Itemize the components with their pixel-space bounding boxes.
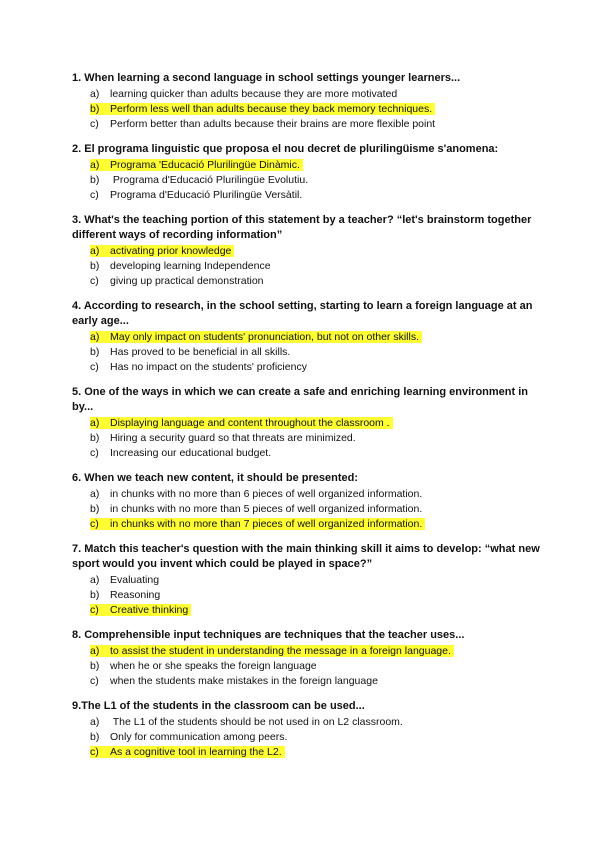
answer-options <box>72 715 542 760</box>
answer-line <box>90 118 435 130</box>
option-letter: c) <box>90 275 99 287</box>
option-text: when the students make mistakes in the foreign language <box>110 675 378 687</box>
answer-highlight <box>90 518 425 530</box>
answer-highlight <box>90 604 191 616</box>
answer-option <box>72 502 542 517</box>
answer-option <box>72 659 542 674</box>
option-text: giving up practical demonstration <box>110 275 264 287</box>
answer-options <box>72 87 542 132</box>
option-text: Programa 'Educació Plurilingüe Dinàmic. <box>110 159 300 171</box>
answer-highlight <box>90 103 435 115</box>
answer-option <box>72 674 542 689</box>
option-text: Displaying language and content throughout the classroom . <box>110 417 390 429</box>
option-text: Programa d'Educació Plurilingüe Evolutiu. <box>110 174 309 186</box>
answer-highlight <box>90 331 422 343</box>
answer-line <box>90 174 308 186</box>
option-text: Perform less well than adults because they back memory techniques. <box>110 103 433 115</box>
answer-option <box>72 188 542 203</box>
answer-line <box>90 716 403 728</box>
answer-option <box>72 588 542 603</box>
option-text: Hiring a security guard so that threats are minimized. <box>110 432 356 444</box>
option-text: Reasoning <box>110 589 161 601</box>
option-letter: c) <box>90 189 99 201</box>
answer-options <box>72 330 542 375</box>
option-letter: a) <box>90 159 100 171</box>
option-letter: a) <box>90 417 100 429</box>
answer-option-highlighted <box>72 517 542 532</box>
answer-line <box>90 503 422 515</box>
answer-option <box>72 259 542 274</box>
option-letter: b) <box>90 731 100 743</box>
option-letter: a) <box>90 488 100 500</box>
question-3 <box>72 213 542 289</box>
answer-option <box>72 431 542 446</box>
answer-options <box>72 416 542 461</box>
question-text: 9.The L1 of the students in the classroom can be used... <box>72 700 365 712</box>
option-letter: b) <box>90 260 100 272</box>
option-letter: a) <box>90 716 100 728</box>
answer-option <box>72 730 542 745</box>
question-text: 5. One of the ways in which we can create a safe and enriching learning environment in by... <box>72 386 529 413</box>
question-text: 3. What's the teaching portion of this statement by a teacher? “let's brainstorm together different ways of recording information” <box>72 214 532 241</box>
question-text: 2. El programa linguistic que proposa el nou decret de plurilingüisme s'anomena: <box>72 143 499 155</box>
question-7 <box>72 542 542 618</box>
option-text: learning quicker than adults because they are more motivated <box>110 88 398 100</box>
option-text: in chunks with no more than 7 pieces of well organized information. <box>110 518 423 530</box>
answer-option <box>72 117 542 132</box>
option-text: to assist the student in understanding the message in a foreign language. <box>110 645 451 657</box>
question-8 <box>72 628 542 689</box>
option-text: The L1 of the students should be not used in on L2 classroom. <box>110 716 403 728</box>
answer-option <box>72 360 542 375</box>
answer-option <box>72 173 542 188</box>
option-letter: c) <box>90 518 99 530</box>
option-letter: a) <box>90 245 100 257</box>
answer-line <box>90 574 159 586</box>
option-text: May only impact on students' pronunciation, but not on other skills. <box>110 331 420 343</box>
answer-option <box>72 345 542 360</box>
option-letter: b) <box>90 503 100 515</box>
option-letter: b) <box>90 432 100 444</box>
option-text: Has no impact on the students' proficiency <box>110 361 307 373</box>
option-letter: a) <box>90 574 100 586</box>
answer-line <box>90 675 378 687</box>
option-letter: c) <box>90 361 99 373</box>
option-text: Evaluating <box>110 574 160 586</box>
answer-line <box>90 660 317 672</box>
answer-option <box>72 446 542 461</box>
answer-option <box>72 87 542 102</box>
answer-option-highlighted <box>72 102 542 117</box>
option-letter: a) <box>90 88 100 100</box>
option-text: Programa d'Educació Plurilingüe Versàtil. <box>110 189 303 201</box>
question-6 <box>72 471 542 532</box>
option-letter: c) <box>90 118 99 130</box>
option-text: Increasing our educational budget. <box>110 447 272 459</box>
answer-option-highlighted <box>72 330 542 345</box>
question-text: 1. When learning a second language in school settings younger learners... <box>72 72 461 84</box>
answer-line <box>90 346 290 358</box>
answer-option-highlighted <box>72 416 542 431</box>
option-letter: c) <box>90 447 99 459</box>
answer-line <box>90 275 264 287</box>
answer-highlight <box>90 417 393 429</box>
option-text: in chunks with no more than 5 pieces of well organized information. <box>110 503 423 515</box>
option-text: developing learning Independence <box>110 260 271 272</box>
question-text: 4. According to research, in the school setting, starting to learn a foreign language at an early age... <box>72 300 533 327</box>
question-1 <box>72 71 542 132</box>
answer-highlight <box>90 245 234 257</box>
answer-option-highlighted <box>72 745 542 760</box>
option-text: Perform better than adults because their brains are more flexible point <box>110 118 436 130</box>
answer-highlight <box>90 645 454 657</box>
answer-line <box>90 361 307 373</box>
question-text: 8. Comprehensible input techniques are techniques that the teacher uses... <box>72 629 465 641</box>
answer-line <box>90 731 287 743</box>
answer-option-highlighted <box>72 244 542 259</box>
option-letter: a) <box>90 645 100 657</box>
option-text: when he or she speaks the foreign language <box>110 660 317 672</box>
option-text: activating prior knowledge <box>110 245 232 257</box>
answer-line <box>90 488 422 500</box>
answer-option <box>72 715 542 730</box>
option-letter: b) <box>90 589 100 601</box>
option-text: As a cognitive tool in learning the L2. <box>110 746 282 758</box>
option-letter: c) <box>90 746 99 758</box>
question-list <box>72 71 542 770</box>
option-letter: b) <box>90 346 100 358</box>
answer-line <box>90 189 302 201</box>
answer-option-highlighted <box>72 158 542 173</box>
answer-option <box>72 274 542 289</box>
option-letter: b) <box>90 660 100 672</box>
option-letter: b) <box>90 103 100 115</box>
question-5 <box>72 385 542 461</box>
option-text: Only for communication among peers. <box>110 731 288 743</box>
answer-options <box>72 158 542 203</box>
answer-line <box>90 589 160 601</box>
answer-option-highlighted <box>72 603 542 618</box>
question-4 <box>72 299 542 375</box>
answer-options <box>72 644 542 689</box>
answer-line <box>90 447 271 459</box>
answer-line <box>90 88 397 100</box>
answer-highlight <box>90 746 285 758</box>
question-text: 6. When we teach new content, it should be presented: <box>72 472 359 484</box>
answer-options <box>72 487 542 532</box>
option-letter: a) <box>90 331 100 343</box>
answer-highlight <box>90 159 303 171</box>
question-2 <box>72 142 542 203</box>
answer-line <box>90 432 356 444</box>
answer-option <box>72 487 542 502</box>
option-text: Creative thinking <box>110 604 189 616</box>
answer-option <box>72 573 542 588</box>
option-letter: b) <box>90 174 100 186</box>
answer-option-highlighted <box>72 644 542 659</box>
option-letter: c) <box>90 604 99 616</box>
option-letter: c) <box>90 675 99 687</box>
answer-line <box>90 260 271 272</box>
option-text: in chunks with no more than 6 pieces of well organized information. <box>110 488 423 500</box>
question-9 <box>72 699 542 760</box>
answer-options <box>72 244 542 289</box>
answer-options <box>72 573 542 618</box>
option-text: Has proved to be beneficial in all skills. <box>110 346 291 358</box>
question-text: 7. Match this teacher's question with the main thinking skill it aims to develop: “what new sport would you invent which could be played in space?” <box>72 543 540 570</box>
